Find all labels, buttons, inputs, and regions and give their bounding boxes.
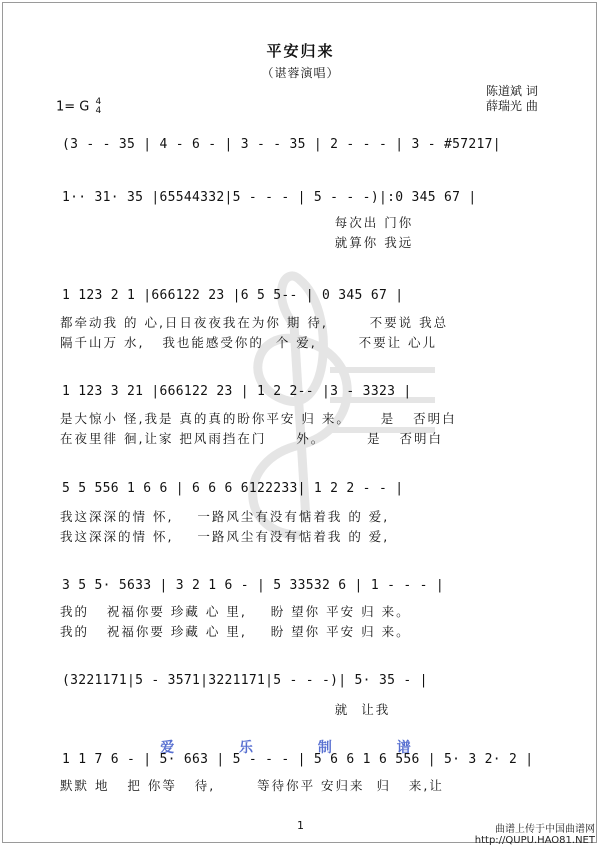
score-line-7-notes: (3221171|5 - 3571|3221171|5 - - -)| 5· 35 - | bbox=[62, 673, 428, 688]
score-line-3-lyric-2: 隔千山万 水, 我也能感受你的 个 爱, 不要让 心儿 bbox=[60, 335, 438, 350]
key-label: 1= G bbox=[56, 99, 90, 115]
score-line-6-lyric-2: 我的 祝福你要 珍藏 心 里, 盼 望你 平安 归 来。 bbox=[60, 624, 411, 639]
site-line-2: http://QUPU.HAO81.NET bbox=[474, 835, 595, 846]
composer-credit: 薛瑞光 曲 bbox=[486, 99, 538, 113]
watermark-text: 爱 乐 制 谱 bbox=[160, 740, 441, 756]
score-line-1-notes: (3 - - 35 | 4 - 6 - | 3 - - 35 | 2 - - - | 3 - #57217| bbox=[62, 137, 501, 152]
score-line-8-lyric-1: 默默 地 把 你等 待, 等待你平 安归来 归 来,让 bbox=[60, 778, 444, 793]
song-title: 平安归来 bbox=[266, 42, 335, 60]
time-top: 4 bbox=[95, 97, 102, 107]
score-line-2-notes: 1·· 31· 35 |65544332|5 - - - | 5 - - -)|:0 345 67 | bbox=[62, 190, 477, 205]
credits bbox=[486, 84, 538, 114]
time-signature bbox=[96, 98, 102, 116]
time-bottom: 4 bbox=[95, 106, 102, 116]
score-line-3-lyric-1: 都牵动我 的 心,日日夜夜我在为你 期 待, 不要说 我总 bbox=[60, 315, 449, 330]
key-signature bbox=[56, 98, 101, 116]
score-line-5-lyric-2: 我这深深的情 怀, 一路风尘有没有惦着我 的 爱, bbox=[60, 529, 390, 544]
score-line-4-lyric-2: 在夜里徘 徊,让家 把风雨挡在门 外。 是 否明白 bbox=[60, 431, 444, 446]
score-line-7-lyric-1: 就 让我 bbox=[60, 702, 391, 717]
site-footer bbox=[475, 824, 595, 846]
page-number: 1 bbox=[297, 819, 304, 832]
site-line-1: 曲谱上传于中国曲谱网 bbox=[495, 824, 595, 835]
score-line-2-lyric-2: 就算你 我远 bbox=[60, 235, 414, 250]
score-line-6-lyric-1: 我的 祝福你要 珍藏 心 里, 盼 望你 平安 归 来。 bbox=[60, 604, 411, 619]
score-line-5-notes: 5 5 556 1 6 6 | 6 6 6 6122233| 1 2 2 - - | bbox=[62, 481, 404, 496]
score-line-2-lyric-1: 每次出 门你 bbox=[60, 215, 414, 230]
score-line-5-lyric-1: 我这深深的情 怀, 一路风尘有没有惦着我 的 爱, bbox=[60, 509, 390, 524]
song-subtitle: （谌蓉演唱） bbox=[261, 66, 340, 80]
lyricist-credit: 陈道斌 词 bbox=[486, 84, 538, 98]
score-line-4-lyric-1: 是大惊小 怪,我是 真的真的盼你平安 归 来。 是 否明白 bbox=[60, 411, 457, 426]
score-line-3-notes: 1 123 2 1 |666122 23 |6 5 5-- | 0 345 67 | bbox=[62, 288, 404, 303]
score-line-8-notes: 1 1 7 6 - | 5· 663 | 5 - - - | 5 6 6 1 6 556 | 5· 3 2· 2 | bbox=[62, 752, 534, 767]
score-line-6-notes: 3 5 5· 5633 | 3 2 1 6 - | 5 33532 6 | 1 - - - | bbox=[62, 578, 444, 593]
score-line-4-notes: 1 123 3 21 |666122 23 | 1 2 2-- |3 - 3323 | bbox=[62, 384, 412, 399]
